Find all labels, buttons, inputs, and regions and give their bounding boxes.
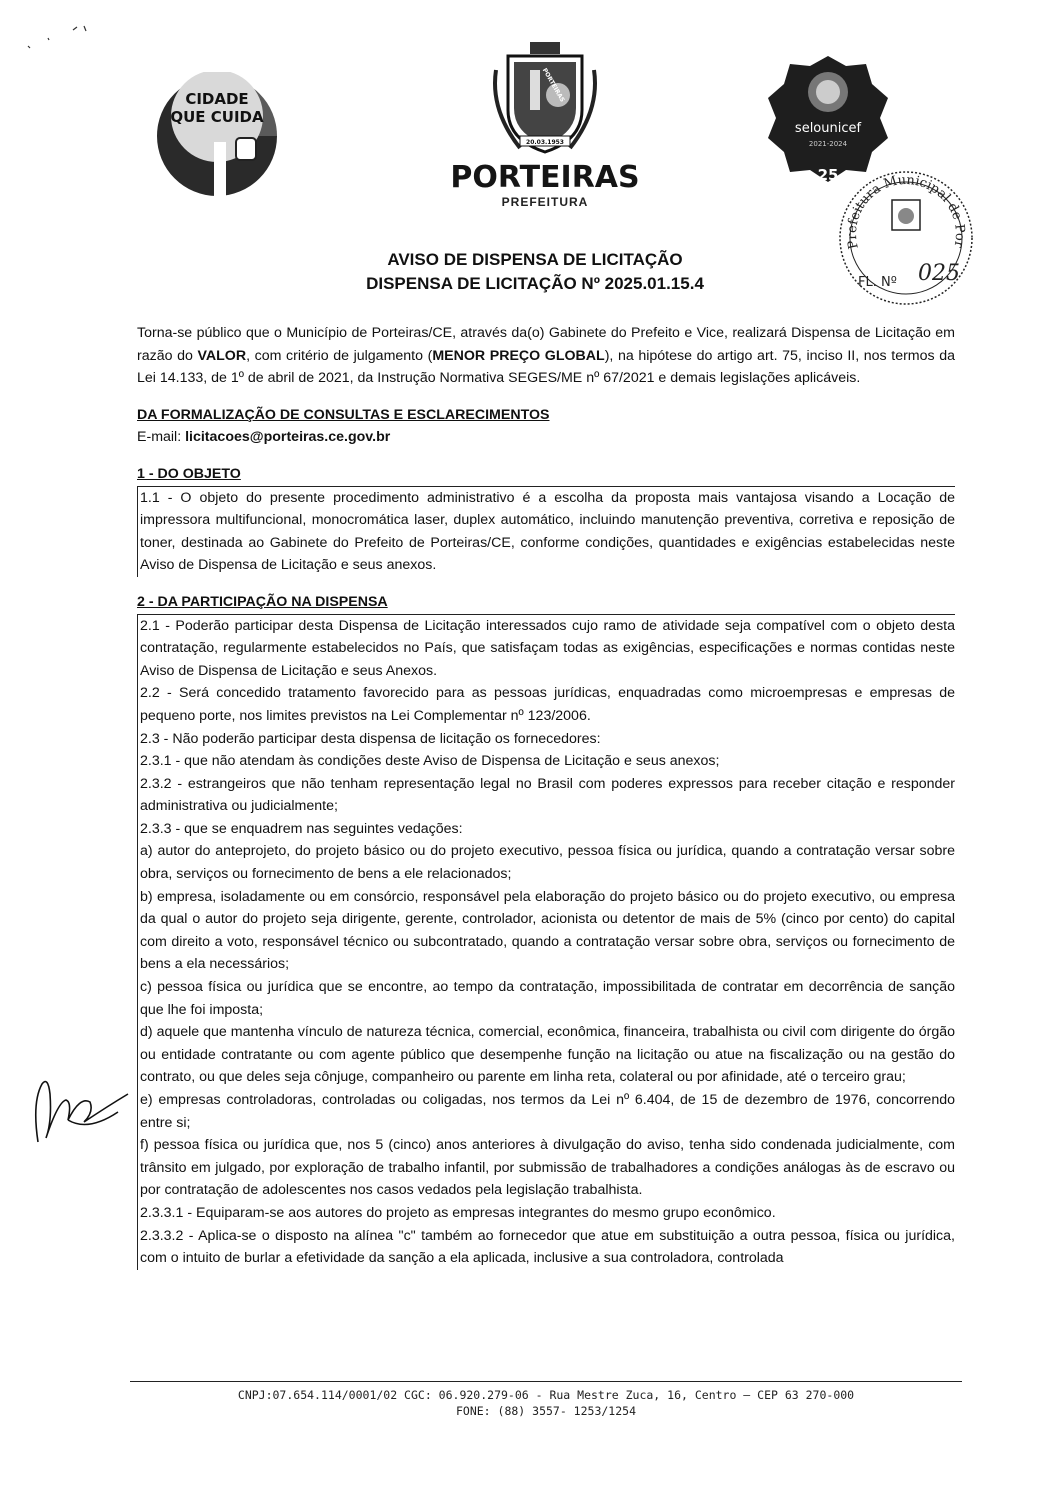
intro-part2: , com critério de julgamento ( — [246, 347, 433, 364]
email-link[interactable]: licitacoes@porteiras.ce.gov.br — [185, 429, 391, 446]
title-line-2: DISPENSA DE LICITAÇÃO Nº 2025.01.15.4 — [366, 274, 704, 293]
selo-unicef-badge — [768, 56, 888, 186]
folio-stamp — [836, 168, 976, 308]
clause-2-3-1: 2.3.1 - que não atendam às condições deste Aviso de Dispensa de Licitação e seus anexos; — [140, 753, 720, 770]
crest-date: 20.03.1953 — [526, 139, 564, 146]
stamp-ring-text: Prefeitura Municipal de Por — [844, 172, 968, 251]
clause-b: b) empresa, isoladamente ou em consórcio, responsável pela elaboração do projeto básico ou do projeto executivo, ou empresa da qual o autor do projeto seja dirigente, gerente, controlador, acionista ou detentor de mais de 5% (cinco por cento) do capital com direito a voto, responsável técnico ou subcontratado, quando a contratação versar sobre obra, serviços ou fornecimento de bens a ela necessários; — [140, 888, 955, 973]
clause-2-3-3-1: 2.3.3.1 - Equiparam-se aos autores do projeto as empresas integrantes do mesmo grupo econômico. — [140, 1204, 776, 1221]
participacao-section — [137, 614, 955, 1270]
footer-phone: FONE: (88) 3557- 1253/1254 — [455, 1404, 636, 1418]
stamp-folio-label: FL. Nº — [858, 275, 897, 290]
logo-left-line1: CIDADE — [185, 90, 249, 108]
clause-2-2: 2.2 - Será concedido tratamento favorecido para as pessoas jurídicas, enquadradas como microempresas e empresas de pequeno porte, nos limites previstos na Lei Complementar nº 123/2006. — [140, 685, 955, 724]
footer — [130, 1387, 962, 1419]
scan-marks — [18, 16, 108, 76]
email-label: E-mail: — [137, 429, 186, 446]
unicef-text: selounicef — [794, 121, 862, 136]
document-title — [300, 248, 770, 296]
clause-2-3-2: 2.3.2 - estrangeiros que não tenham representação legal no Brasil com poderes expressos para receber citação e responder administrativa ou judicialmente; — [140, 775, 955, 815]
intro-bold-criterio: MENOR PREÇO GLOBAL — [432, 347, 605, 364]
brand-sub: PREFEITURA — [501, 195, 589, 209]
intro-part1: Torna-se público que o Município de Porteiras/CE, através da(o) Gabinete do Prefeito e Vice, realizará Dispensa de Licitação em razão do — [137, 325, 955, 364]
intro-part3: ), na hipótese do artigo art. 75, inciso II, nos termos da Lei 14.133, de 1º de abril de 2021, da Instrução Normativa SEGES/ME nº 67/2021 e demais legislações aplicáveis. — [137, 347, 955, 387]
clause-2-1: 2.1 - Poderão participar desta Dispensa de Licitação interessados cujo ramo de atividade seja compatível com o objeto desta contratação, regularmente estabelecidos no País, que satisfaçam todas as exigências, especificações e normas contidas neste Aviso de Dispensa de Licitação e seus Anexos. — [140, 617, 955, 679]
intro-paragraph — [137, 322, 955, 390]
footer-address: CNPJ:07.654.114/0001/02 CGC: 06.920.279-06 - Rua Mestre Zuca, 16, Centro – CEP 63 270-000 — [237, 1388, 855, 1402]
stamp-folio-number: 025 — [918, 261, 960, 286]
clause-2-3: 2.3 - Não poderão participar desta dispensa de licitação os fornecedores: — [140, 730, 601, 747]
clause-c: c) pessoa física ou jurídica que se encontre, ao tempo da contratação, impossibilitada de contratar em decorrência de sanção que lhe foi imposta; — [140, 979, 955, 1018]
porteiras-crest — [490, 40, 600, 158]
document-body — [137, 322, 955, 1270]
objeto-heading: 1 - DO OBJETO — [137, 465, 241, 482]
consultas-heading: DA FORMALIZAÇÃO DE CONSULTAS E ESCLARECIMENTOS — [137, 406, 550, 423]
clause-2-3-3: 2.3.3 - que se enquadrem nas seguintes vedações: — [140, 820, 463, 837]
badge-number: 25 — [817, 166, 839, 184]
brand-name: PORTEIRAS — [450, 160, 640, 195]
crest-ribbon: PORTEIRAS — [540, 67, 566, 104]
clause-f: f) pessoa física ou jurídica que, nos 5 (cinco) anos anteriores à divulgação do aviso, tenha sido condenada judicialmente, com trânsito em julgado, por exploração de trabalho infantil, por submissão de trabalhadores a condições análogas às de escravo ou por contratação de adolescentes nos casos vedados pela legislação trabalhista. — [140, 1137, 955, 1199]
clause-d: d) aquele que mantenha vínculo de natureza técnica, comercial, econômica, financeira, trabalhista ou civil com dirigente do órgão ou entidade contratante ou com agente público que desempenhe função na licitação ou atue na fiscalização ou na gestão do contrato, ou que deles seja cônjuge, companheiro ou parente em linha reta, colateral ou por afinidade, até o terceiro grau; — [140, 1024, 955, 1086]
objeto-paragraph: 1.1 - O objeto do presente procedimento administrativo é a escolha da proposta mais vantajosa visando a Locação de impressora multifuncional, monocromática laser, duplex automático, incluindo manutenção preventiva, corretiva e reposição de toner, destinada ao Gabinete do Prefeito de Porteiras/CE, conforme condições, quantidades e exigências estabelecidas neste Aviso de Dispensa de Licitação e seus anexos. — [140, 489, 955, 574]
participacao-heading: 2 - DA PARTICIPAÇÃO NA DISPENSA — [137, 593, 388, 610]
footer-rule — [130, 1381, 962, 1382]
intro-bold-valor: VALOR — [197, 347, 247, 364]
cidade-que-cuida-logo — [152, 72, 282, 196]
email-line — [137, 426, 955, 449]
logo-left-line2: QUE CUIDA — [170, 108, 264, 126]
unicef-years: 2021-2024 — [808, 140, 848, 148]
clause-2-3-3-2: 2.3.3.2 - Aplica-se o disposto na alínea "c" também ao fornecedor que atue em substituição a outra pessoa, física ou jurídica, com o intuito de burlar a efetividade da sanção a ela aplicada, inclusive a sua controladora, controlada — [140, 1227, 955, 1267]
clause-e: e) empresas controladoras, controladas ou coligadas, nos termos da Lei nº 6.404, de 15 de dezembro de 1976, concorrendo entre si; — [140, 1092, 955, 1131]
handwritten-signature — [28, 1072, 138, 1152]
title-line-1: AVISO DE DISPENSA DE LICITAÇÃO — [387, 250, 683, 269]
objeto-section — [137, 486, 955, 577]
clause-a: a) autor do anteprojeto, do projeto básico ou do projeto executivo, pessoa física ou jurídica, quando a contratação versar sobre obra, serviços ou fornecimento de bens a ele relacionados; — [140, 843, 955, 883]
